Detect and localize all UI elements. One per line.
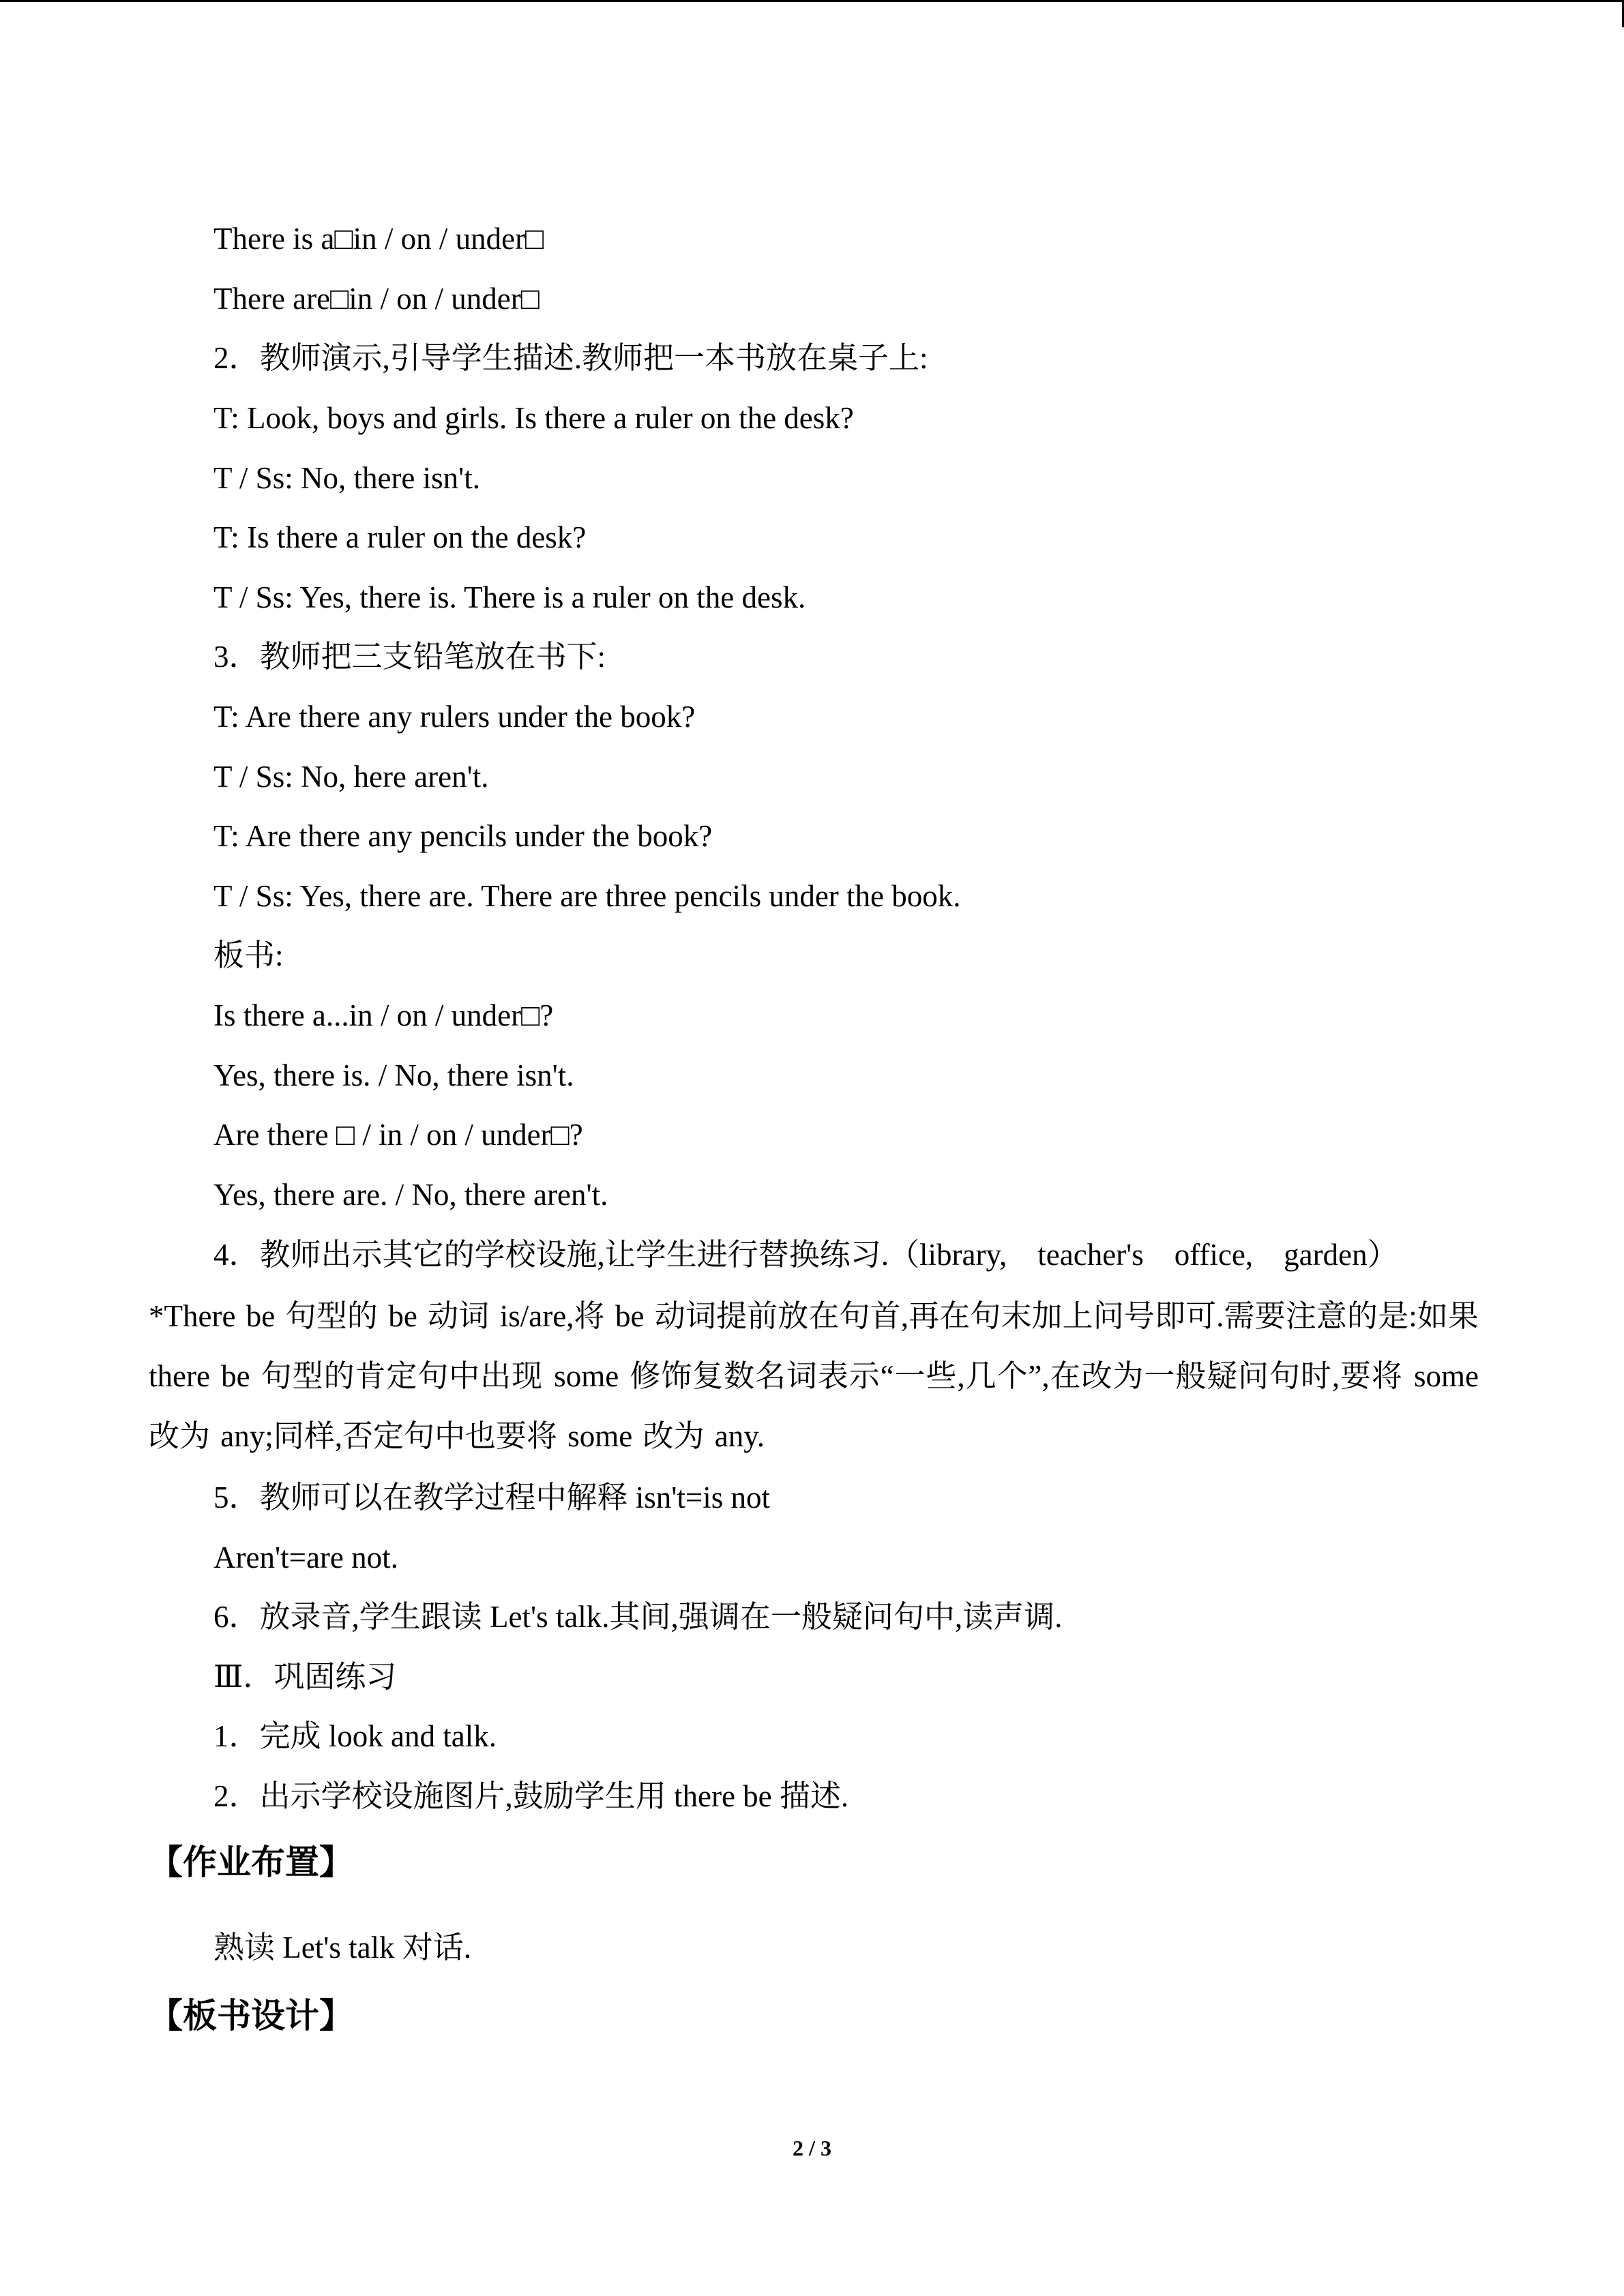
homework-text: 熟读 Let's talk 对话. <box>213 1930 472 1965</box>
text-line: T / Ss: Yes, there are. There are three pencils under the book. <box>213 879 961 913</box>
board-design-heading: 【板书设计】 <box>149 1996 353 2036</box>
text-line: 2．出示学校设施图片,鼓励学生用 there be 描述. <box>213 1779 849 1813</box>
text-line: 2．教师演示,引导学生描述.教师把一本书放在桌子上: <box>213 341 928 375</box>
text-line: There are□in / on / under□ <box>213 282 540 316</box>
text-line: 5．教师可以在教学过程中解释 isn't=is not <box>213 1480 771 1515</box>
text-line: T / Ss: No, there isn't. <box>213 461 481 495</box>
text-line: Yes, there are. / No, there aren't. <box>213 1178 608 1212</box>
text-line: T / Ss: Yes, there is. There is a ruler on the desk. <box>213 580 806 614</box>
text-line: 1．完成 look and talk. <box>213 1719 497 1753</box>
page-top-border <box>0 0 1624 2</box>
homework-heading: 【作业布置】 <box>149 1843 353 1882</box>
text-line: T / Ss: No, here aren't. <box>213 760 489 794</box>
text-line: There is a□in / on / under□ <box>213 222 544 256</box>
text-line: T: Is there a ruler on the desk? <box>213 520 587 554</box>
text-line: T: Are there any rulers under the book? <box>213 700 696 734</box>
text-line: 板书: <box>213 938 284 972</box>
text-line: Is there a...in / on / under□? <box>213 998 554 1032</box>
text-line: 4．教师出示其它的学校设施,让学生进行替换练习.（library, teacher's office, garden） <box>213 1238 1398 1272</box>
text-line: Are there □ / in / on / under□? <box>213 1118 583 1152</box>
text-line: Aren't=are not. <box>213 1540 398 1575</box>
text-line: Ⅲ．巩固练习 <box>213 1660 397 1694</box>
text-line: T: Look, boys and girls. Is there a ruler on the desk? <box>213 401 854 435</box>
text-line: T: Are there any pencils under the book? <box>213 819 713 853</box>
text-line: 6．放录音,学生跟读 Let's talk.其间,强调在一般疑问句中,读声调. <box>213 1600 1063 1634</box>
text-line: 3．教师把三支铅笔放在书下: <box>213 640 606 674</box>
text-line: Yes, there is. / No, there isn't. <box>213 1058 574 1092</box>
note-paragraph: *There be 句型的 be 动词 is/are,将 be 动词提前放在句首,再在句末加上问号即可.需要注意的是:如果 there be 句型的肯定句中出现 some 修饰复数名词表示“一些,几个”,在改为一般疑问句时,要将 some 改为 any;同样,否定句中也要将 some 改为 any. <box>149 1299 1479 1453</box>
page-number: 2 / 3 <box>793 2136 831 2160</box>
